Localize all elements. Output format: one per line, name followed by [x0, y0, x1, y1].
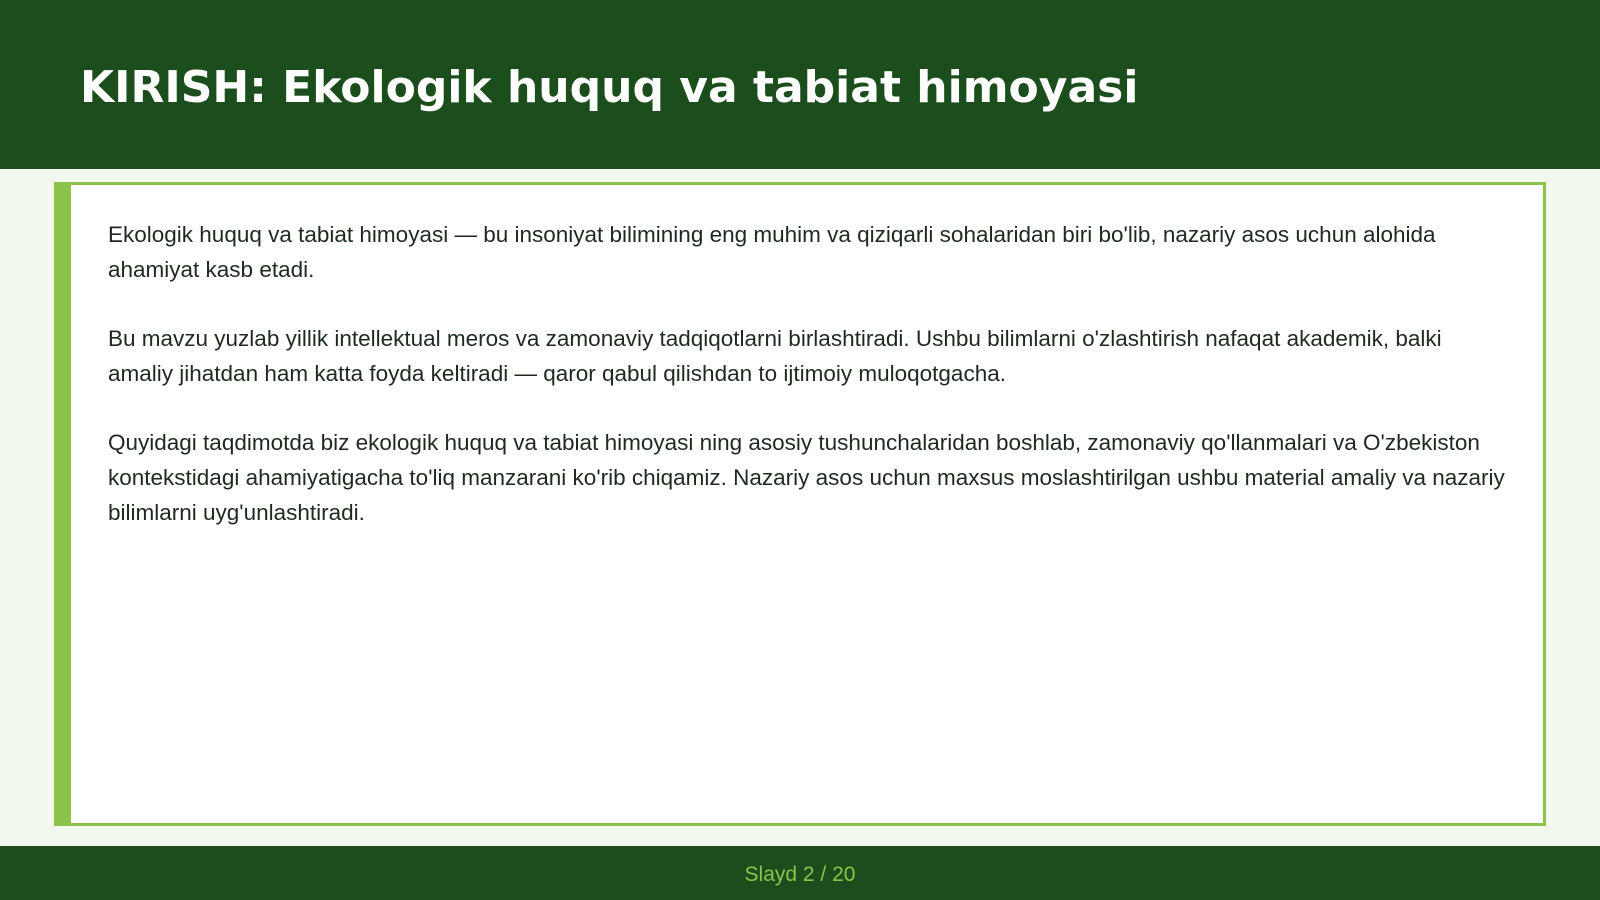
slide-title: KIRISH: Ekologik huquq va tabiat himoyasi — [80, 62, 1139, 113]
paragraph-1: Ekologik huquq va tabiat himoyasi — bu insoniyat bilimining eng muhim va qiziqarli sohalaridan biri bo'lib, nazariy asos uchun alohida ahamiyat kasb etadi. — [108, 222, 1436, 282]
content-body — [108, 217, 1508, 564]
slide-header — [0, 0, 1600, 169]
slide-number: Slayd 2 / 20 — [744, 863, 856, 886]
paragraph-3: Quyidagi taqdimotda biz ekologik huquq va tabiat himoyasi ning asosiy tushunchalaridan boshlab, zamonaviy qo'llanmalari va O'zbekiston kontekstidagi ahamiyatigacha to'liq manzarani ko'rib chiqamiz. Nazariy asos uchun maxsus moslashtirilgan ushbu material amaliy va nazariy bilimlarni uyg'unlashtiradi. — [108, 430, 1505, 525]
slide-footer — [0, 846, 1600, 900]
paragraph-2: Bu mavzu yuzlab yillik intellektual meros va zamonaviy tadqiqotlarni birlashtiradi. Ushbu bilimlarni o'zlashtirish nafaqat akademik, balki amaliy jihatdan ham katta foyda keltiradi — qaror qabul qilishdan to ijtimoiy muloqotgacha. — [108, 326, 1442, 386]
content-card — [54, 182, 1546, 826]
